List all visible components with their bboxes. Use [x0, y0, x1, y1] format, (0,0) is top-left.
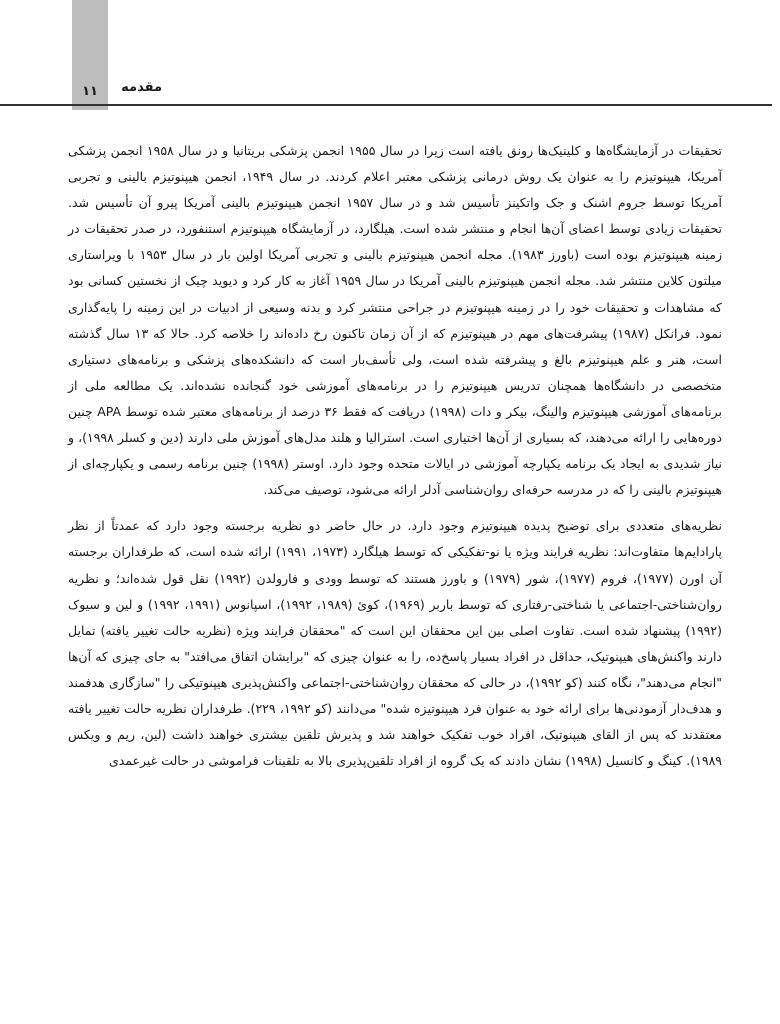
chapter-title: مقدمه: [121, 80, 162, 95]
body-text: [68, 138, 722, 774]
page-number: ۱۱: [82, 84, 98, 99]
header-divider: [0, 104, 772, 106]
paragraph-2: نظریه‌های متعددی برای توضیح پدیده هیپنوتیزم وجود دارد. در حال حاضر دو نظریه برجسته وجود دارد که عمدتاً از نظر پارادایم‌ها متفاوت‌اند: نظریه فرایند ویژه یا نو-تفکیکی که توسط هیلگارد (۱۹۷۳، ۱۹۹۱) ارائه شده است، که طرفداران برجسته آن اورن (۱۹۷۷)، فروم (۱۹۷۷)، شور (۱۹۷۹) و باورز هستند که توسط وودی و فارولدن (۱۹۹۲) نقل قول شده‌اند؛ و نظریه روان‌شناختی-اجتماعی یا شناختی-رفتاری که توسط باربر (۱۹۶۹)، کوئ (۱۹۸۹، ۱۹۹۲)، اسپانوس (۱۹۹۱، ۱۹۹۲) و لین و سیوک (۱۹۹۲) پیشنهاد شده است. تفاوت اصلی بین این محققان این است که "محققان فرایند ویژه (نظریه حالت تغییر یافته) تمایل دارند واکنش‌های هیپنوتیک، حداقل در افراد بسیار پاسخ‌ده، را به عنوان چیزی که "برایشان اتفاق می‌افتد" به جای چیزی که آن‌ها "انجام می‌دهند"، نگاه کنند (کو ۱۹۹۲)، در حالی که محققان روان‌شناختی-اجتماعی واکنش‌پذیری هیپنوتیکی را "سازگاری هدفمند و هدف‌دار آزمودنی‌ها برای ارائه خود به عنوان فرد هیپنوتیزه شده" می‌دانند (کو ۱۹۹۲، ۲۲۹). طرفداران نظریه حالت تغییر یافته معتقدند که پس از القای هیپنوتیک، افراد خوب تفکیک خواهند شد و پذیرش تلقین بیشتری خواهند داشت (لین، ریم و ویکس ۱۹۸۹). کینگ و کانسیل (۱۹۹۸) نشان دادند که یک گروه از افراد تلقین‌پذیری بالا به تلقینات فراموشی در حالت غیرعمدی: [68, 518, 722, 769]
paragraph-1: تحقیقات در آزمایشگاه‌ها و کلینیک‌ها رونق یافته است زیرا در سال ۱۹۵۵ انجمن پزشکی بریتانیا و در سال ۱۹۵۸ انجمن پزشکی آمریکا، هیپنوتیزم را به عنوان یک روش درمانی پزشکی معتبر اعلام کردند. در سال ۱۹۴۹، انجمن هیپنوتیزم بالینی و تجربی آمریکا توسط جروم اشنک و جک واتکینز تأسیس شد و در سال ۱۹۵۷ انجمن هیپنوتیزم بالینی آمریکا پیرو آن تأسیس شد. تحقیقات زیادی توسط اعضای آن‌ها انجام و منتشر شده است. هیلگارد، در آزمایشگاه هیپنوتیزم استنفورد، در صدر تحقیقات در زمینه هیپنوتیزم بوده است (باورز ۱۹۸۳). مجله انجمن هیپنوتیزم بالینی و تجربی آمریکا اولین بار در سال ۱۹۵۳ با ویراستاری میلتون کلاین منتشر شد. مجله انجمن هیپنوتیزم بالینی آمریکا در سال ۱۹۵۹ آغاز به کار کرد و دیوید چیک از نخستین کسانی بود که مشاهدات و تحقیقات خود را در زمینه هیپنوتیزم در جراحی منتشر کرد و بدنه وسیعی از ادبیات در این زمینه را پایه‌گذاری نمود. فرانکل (۱۹۸۷) پیشرفت‌های مهم در هیپنوتیزم که از آن زمان تاکنون رخ داده‌اند را خلاصه کرد. حالا که ۱۳ سال گذشته است، هنر و علم هیپنوتیزم بالغ و پیشرفته شده است، ولی تأسف‌بار است که دانشکده‌های پزشکی و برنامه‌های دستیاری متخصصی در دانشگاه‌ها همچنان تدریس هیپنوتیزم را در برنامه‌های آموزشی خود گنجانده نشده‌اند. یک مطالعه ملی از برنامه‌های آموزشی هیپنوتیزم والینگ، بیکر و دات (۱۹۹۸) دریافت که فقط ۳۶ درصد از برنامه‌های معتبر شده توسط APA چنین دوره‌هایی را ارائه می‌دهند، که بسیاری از آن‌ها اختیاری است. استرالیا و هلند مدل‌های آموزش ملی دارند (دین و کسلر ۱۹۹۸)، و نیاز شدیدی به ایجاد یک برنامه یکپارچه آموزشی در ایالات متحده وجود دارد. اوستر (۱۹۹۸) چنین برنامه رسمی و یکپارچه‌ای از هیپنوتیزم بالینی را که در مدرسه حرفه‌ای روان‌شناسی آدلر ارائه می‌شود، توصیف می‌کند.: [68, 143, 722, 498]
